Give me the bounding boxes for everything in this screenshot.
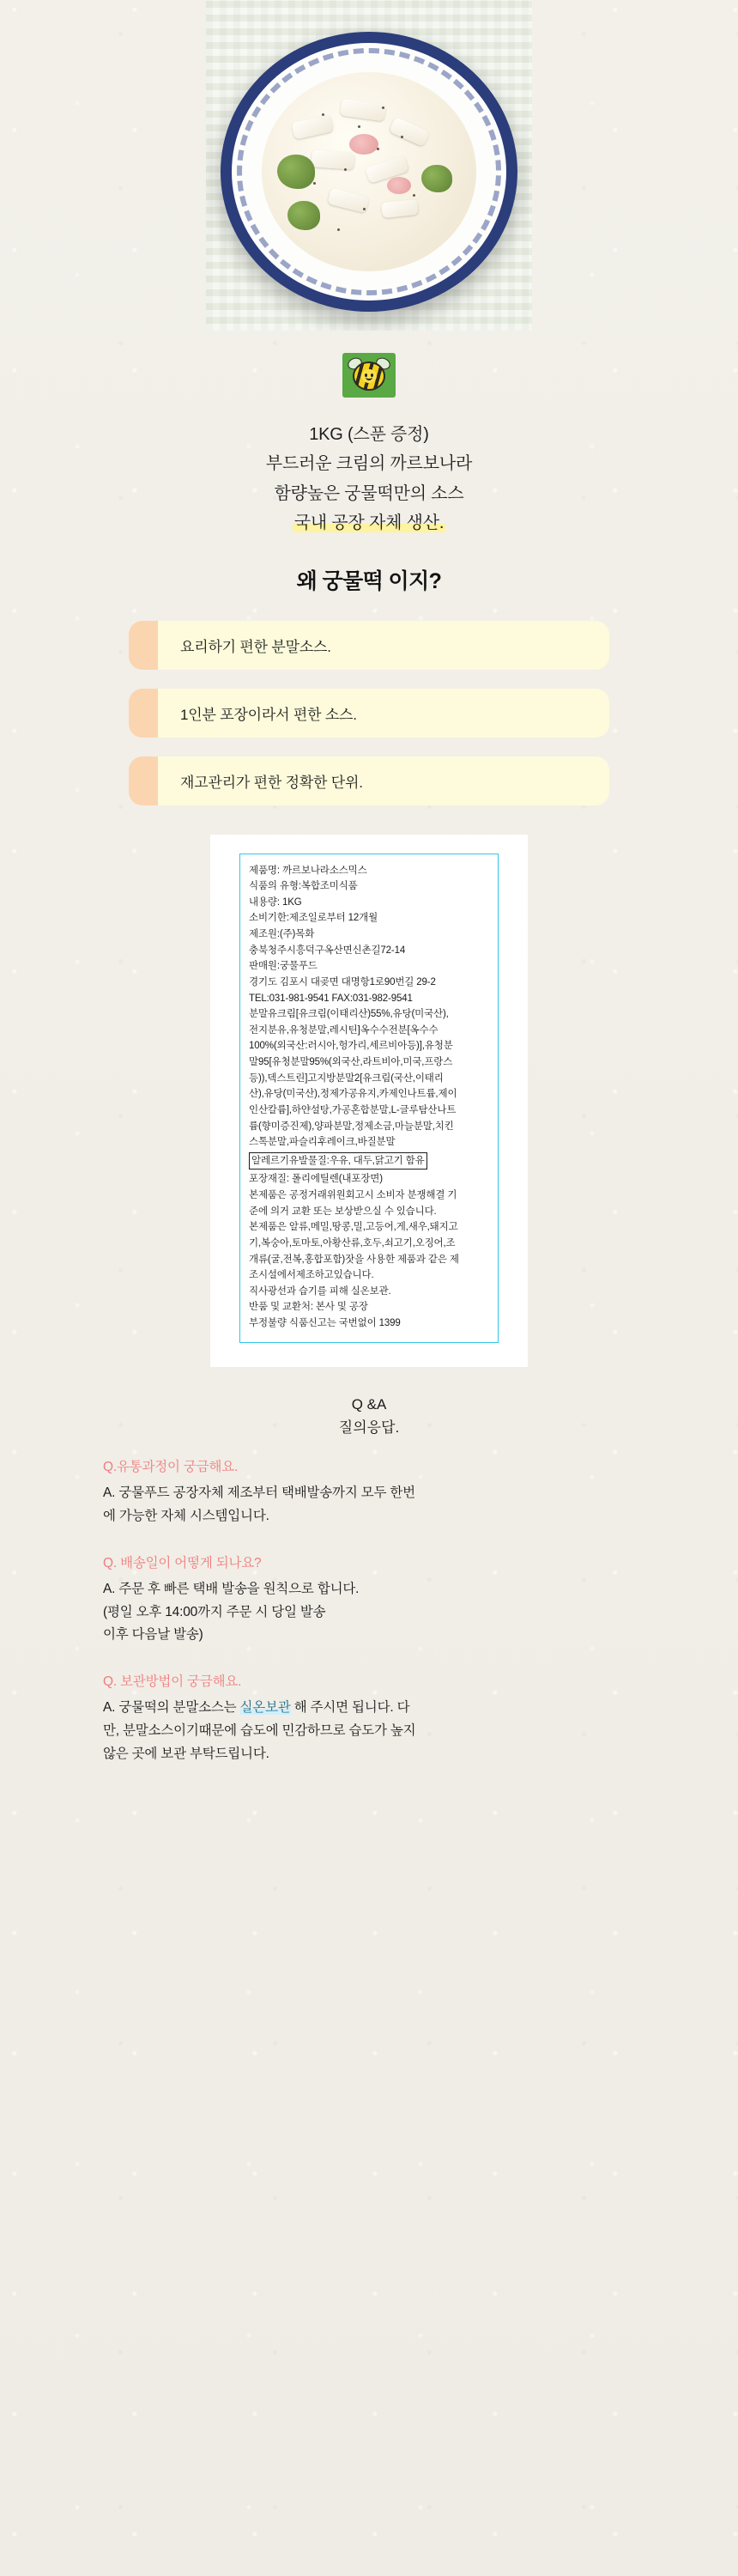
label-line: 직사광선과 습기를 피해 실온보관.	[249, 1285, 391, 1297]
qa-answer-line: A. 궁물푸드 공장자체 제조부터 택배발송까지 모두 한번	[103, 1485, 415, 1501]
qa-question: Q.유통과정이 궁금해요.	[103, 1460, 239, 1475]
qa-answer-pre: A. 궁물떡의 분말소스는	[103, 1700, 240, 1716]
headline-line-4	[0, 508, 738, 538]
label-line: 말95[유청분말95%(외국산,라트비아,미국,프랑스	[249, 1057, 453, 1068]
broccoli	[277, 155, 315, 189]
label-line: 기,복숭아,토마토,아황산류,호두,쇠고기,오징어,조	[249, 1237, 456, 1249]
label-line: 반품 및 교환처: 본사 및 공장	[249, 1302, 368, 1313]
label-line: 륨(향미증진제),양파분말,정제소금,마늘분말,치킨	[249, 1121, 454, 1132]
benefit-list	[129, 621, 609, 805]
qa-answer-post: 해 주시면 됩니다. 다	[290, 1700, 410, 1716]
bullet-tag	[129, 689, 158, 738]
qa-item	[103, 1671, 635, 1765]
rice-cake	[381, 199, 419, 218]
qa-answer-line: A. 주문 후 빠른 택배 발송을 원칙으로 합니다.	[103, 1582, 360, 1597]
qa-list	[94, 1456, 644, 1824]
bullet-text: 재고관리가 편한 정확한 단위.	[158, 756, 609, 805]
qa-question: Q. 배송일이 어떻게 되나요?	[103, 1555, 262, 1571]
brand-logo-wrap	[0, 353, 738, 398]
soup-bowl	[221, 32, 517, 312]
rice-cake	[340, 99, 386, 122]
product-label-box	[239, 854, 499, 1343]
qa-answer-line: (평일 오후 14:00까지 주문 시 당일 발송	[103, 1604, 326, 1619]
rice-cake	[389, 117, 430, 147]
list-item	[129, 756, 609, 805]
allergy-notice-line	[249, 1151, 489, 1172]
bullet-tag	[129, 621, 158, 670]
label-line: 제조원:(주)목화	[249, 929, 315, 940]
product-label-card	[210, 835, 528, 1367]
label-line: 판매원:궁물푸드	[249, 961, 318, 972]
qa-answer	[103, 1697, 635, 1765]
qa-item	[103, 1552, 635, 1647]
rice-cake	[291, 115, 333, 140]
label-line: TEL:031-981-9541 FAX:031-982-9541	[249, 993, 413, 1004]
bullet-tag	[129, 756, 158, 805]
label-line: 분말유크림[유크림(이태리산)55%,유당(미국산),	[249, 1009, 449, 1020]
list-item	[129, 621, 609, 670]
qa-answer-line: 않은 곳에 보관 부탁드립니다.	[103, 1746, 269, 1761]
qa-answer	[103, 1482, 635, 1528]
ham-piece	[387, 177, 411, 194]
label-line: 내용량: 1KG	[249, 896, 302, 908]
allergy-notice: 알레르기유발물질:우유, 대두,닭고기 함유	[249, 1152, 427, 1170]
bee-logo-icon	[342, 353, 396, 398]
headline-line-2: 부드러운 크림의 까르보나라	[265, 454, 473, 474]
broccoli	[421, 165, 452, 192]
label-line: 경기도 김포시 대곶면 대명항1로90번길 29-2	[249, 976, 436, 987]
qa-answer-line: 만, 분말소스이기때문에 습도에 민감하므로 습도가 높지	[103, 1723, 416, 1739]
qa-section-title	[0, 1393, 738, 1439]
qa-answer-emphasis: 실온보관	[239, 1700, 291, 1716]
section-title-why: 왜 궁물떡 이지?	[296, 568, 442, 593]
label-line: 100%(외국산:러시아,헝가리,세르비아등)],유청분	[249, 1041, 453, 1052]
cream-soup	[262, 72, 476, 271]
list-item	[129, 689, 609, 738]
qa-title-ko: 질의응답.	[338, 1419, 400, 1436]
qa-item	[103, 1456, 635, 1528]
qa-answer-line: 에 가능한 자체 시스템입니다.	[103, 1509, 269, 1524]
label-line: 본제품은 알류,메밀,땅콩,밀,고등어,게,새우,돼지고	[249, 1222, 458, 1233]
label-line: 산),유당(미국산),정제가공유지,카제인나트륨,제이	[249, 1089, 457, 1100]
headline-line-3: 함량높은 궁물떡만의 소스	[274, 483, 464, 503]
label-line: 본제품은 공정거래위원회고시 소비자 분쟁해결 기	[249, 1190, 457, 1201]
ham-piece	[349, 134, 378, 155]
label-line: 소비기한:제조일로부터 12개월	[249, 913, 378, 924]
qa-answer-line: 이후 다음날 발송)	[103, 1627, 203, 1643]
headline-highlight: 국내 공장 자체 생산.	[293, 513, 445, 533]
bee-face-icon	[361, 369, 377, 383]
bullet-text: 1인분 포장이라서 편한 소스.	[158, 689, 609, 738]
label-line: 부정불량 식품신고는 국번없이 1399	[249, 1318, 401, 1329]
label-line: 제품명: 까르보나라소스믹스	[249, 865, 367, 876]
label-line: 포장재질: 폴리에틸렌(내포장면)	[249, 1174, 383, 1185]
headline-block	[0, 420, 738, 538]
label-line: 식품의 유형:복합조미식품	[249, 881, 358, 892]
qa-title-en: Q &A	[351, 1395, 387, 1413]
rice-cake	[311, 149, 354, 169]
label-line: 조시설에서제조하고있습니다.	[249, 1270, 374, 1281]
label-line: 전지분유,유청분말,레시틴]옥수수전분[옥수수	[249, 1024, 439, 1036]
label-line: 등)),덱스트린]고지방분말2[유크림(국산,이태리	[249, 1072, 444, 1084]
label-line: 충북청주시흥덕구옥산면신촌길72-14	[249, 945, 406, 956]
bee-body-icon	[353, 361, 385, 391]
hero-product-photo	[206, 0, 532, 331]
broccoli	[287, 201, 320, 230]
label-line: 준에 의거 교환 또는 보상받으실 수 있습니다.	[249, 1206, 437, 1217]
headline-line-1: 1KG (스푼 증정)	[309, 425, 429, 444]
label-line: 인산칼륨],하얀설탕,가공혼합분말,L-글루탐산나트	[249, 1104, 457, 1115]
label-line: 스톡분말,파슬리후레이크,바질분말	[249, 1137, 396, 1148]
qa-question: Q. 보관방법이 궁금해요.	[103, 1674, 242, 1690]
qa-answer	[103, 1578, 635, 1647]
bullet-text: 요리하기 편한 분말소스.	[158, 621, 609, 670]
label-line: 개류(굴,전복,홍합포함)잣을 사용한 제품과 같은 제	[249, 1254, 459, 1265]
